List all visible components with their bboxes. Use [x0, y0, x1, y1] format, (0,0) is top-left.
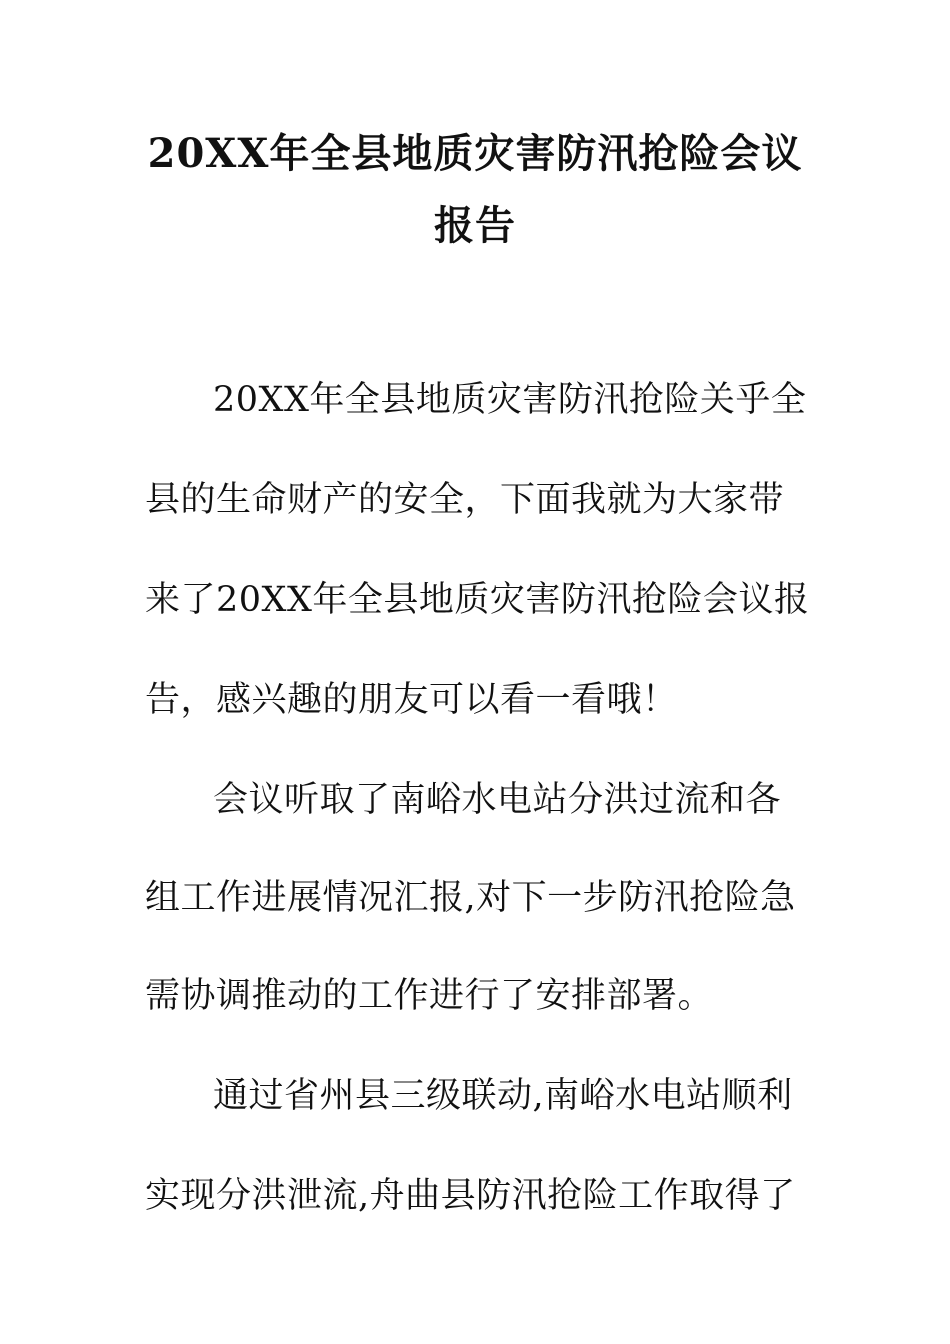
body-line-7: 需协调推动的工作进行了安排部署。	[145, 976, 714, 1016]
body-line-8: 通过省州县三级联动,南峪水电站顺利	[213, 1076, 793, 1116]
document-title-line-2: 报告	[434, 202, 516, 249]
document-title-line-1: 20XX年全县地质灾害防汛抢险会议	[147, 130, 803, 177]
body-line-4: 告，感兴趣的朋友可以看一看哦！	[145, 680, 678, 720]
body-line-2: 县的生命财产的安全，下面我就为大家带	[145, 480, 785, 520]
body-line-6: 组工作进展情况汇报,对下一步防汛抢险急	[145, 878, 796, 918]
body-line-5: 会议听取了南峪水电站分洪过流和各	[213, 780, 782, 820]
body-line-9: 实现分洪泄流,舟曲县防汛抢险工作取得了	[145, 1176, 796, 1216]
body-line-3: 来了20XX年全县地质灾害防汛抢险会议报	[145, 580, 810, 620]
body-line-1: 20XX年全县地质灾害防汛抢险关乎全	[213, 380, 807, 420]
